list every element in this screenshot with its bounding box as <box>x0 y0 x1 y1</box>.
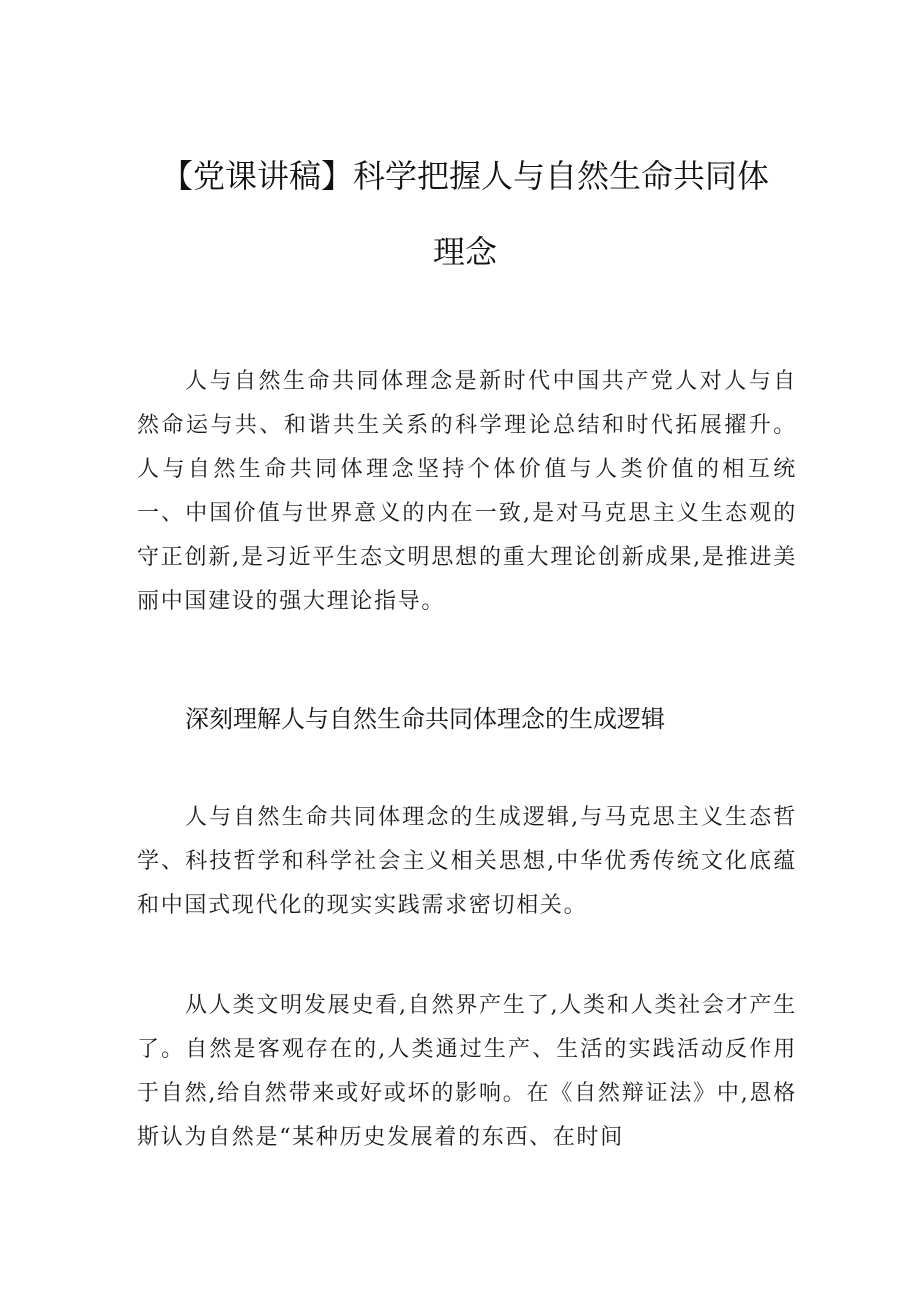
paragraph: 人与自然生命共同体理念的生成逻辑,与马克思主义生态哲学、科技哲学和科学社会主义相关思想,中华优秀传统文化底蕴和中国式现代化的现实实践需求密切相关。 <box>137 805 797 918</box>
document-title: 【党课讲稿】科学把握人与自然生命共同体 <box>160 157 769 195</box>
section-heading: 深刻理解人与自然生命共同体理念的生成逻辑 <box>185 705 665 733</box>
document-title-continued: 理念 <box>432 233 497 271</box>
paragraph: 从人类文明发展史看,自然界产生了,人类和人类社会才产生了。自然是客观存在的,人类通过生产、生活的实践活动反作用于自然,给自然带来或好或坏的影响。在《自然辩证法》中,恩格斯认为自然是“某种历史发展着的东西、在时间 <box>137 993 797 1150</box>
paragraph: 人与自然生命共同体理念是新时代中国共产党人对人与自然命运与共、和谐共生关系的科学理论总结和时代拓展擢升。人与自然生命共同体理念坚持个体价值与人类价值的相互统一、中国价值与世界意义的内在一致,是对马克思主义生态观的守正创新,是习近平生态文明思想的重大理论创新成果,是推进美丽中国建设的强大理论指导。 <box>137 369 797 614</box>
